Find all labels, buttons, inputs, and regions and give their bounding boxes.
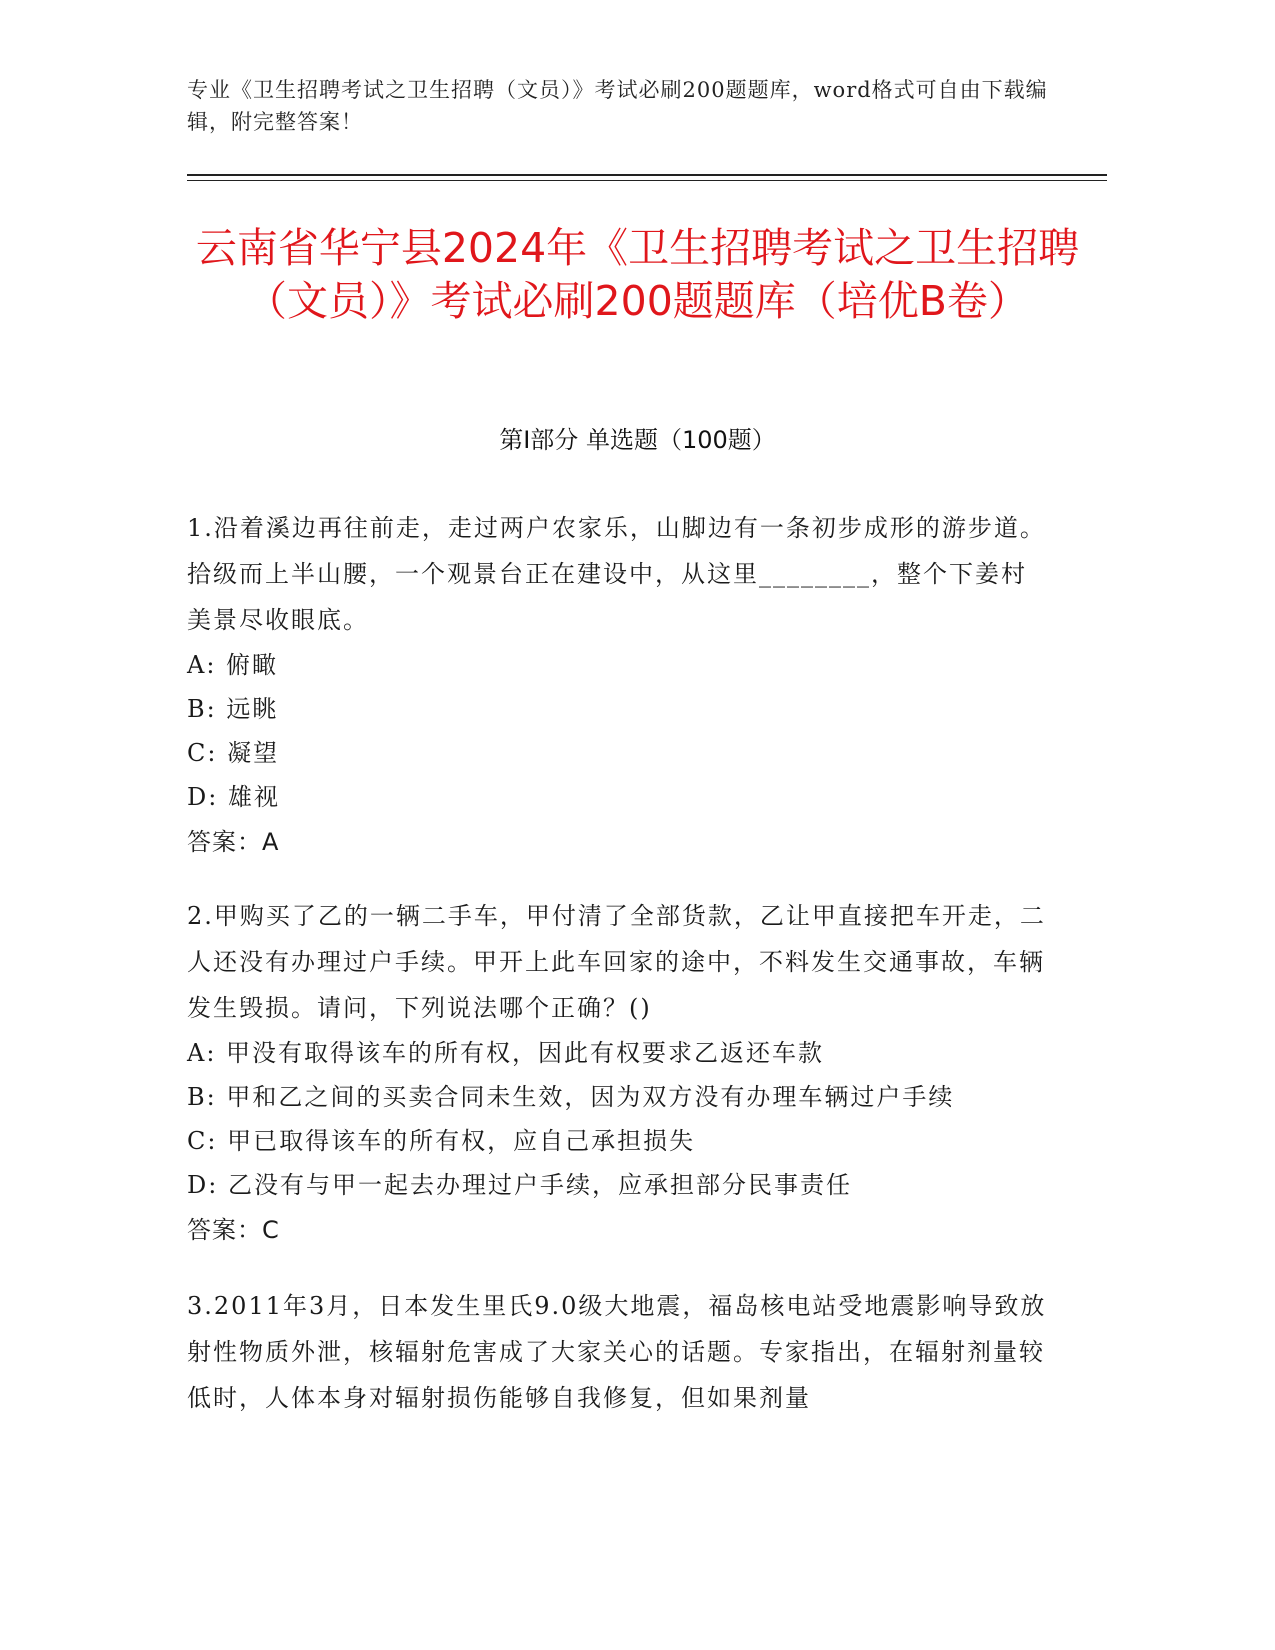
header-divider-thin bbox=[187, 180, 1107, 181]
question-stem: 2.甲购买了乙的一辆二手车，甲付清了全部货款，乙让甲直接把车开走，二人还没有办理过户手续。甲开上此车回家的途中，不料发生交通事故，车辆发生毁损。请问，下列说法哪个正确？() bbox=[187, 902, 1046, 1022]
option-d: D: 乙没有与甲一起去办理过户手续，应承担部分民事责任 bbox=[187, 1171, 852, 1199]
option-b: B: 远眺 bbox=[187, 695, 279, 723]
answer: 答案：C bbox=[187, 1216, 280, 1244]
option-d: D: 雄视 bbox=[187, 783, 280, 811]
option-a: A: 甲没有取得该车的所有权，因此有权要求乙返还车款 bbox=[187, 1039, 825, 1067]
question-2 bbox=[187, 893, 1047, 1253]
document-title: 云南省华宁县2024年《卫生招聘考试之卫生招聘（文员）》考试必刷200题题库（培优B卷） bbox=[195, 224, 1080, 325]
header-divider-thick bbox=[187, 174, 1107, 176]
header-note: 专业《卫生招聘考试之卫生招聘（文员）》考试必刷200题题库，word格式可自由下载编辑，附完整答案！ bbox=[187, 78, 1048, 134]
section-title: 第Ⅰ部分 单选题（100题） bbox=[499, 426, 776, 454]
question-3 bbox=[187, 1283, 1047, 1421]
option-c: C: 凝望 bbox=[187, 739, 280, 767]
question-1 bbox=[187, 505, 1047, 865]
option-c: C: 甲已取得该车的所有权，应自己承担损失 bbox=[187, 1127, 696, 1155]
option-a: A: 俯瞰 bbox=[187, 651, 279, 679]
answer: 答案：A bbox=[187, 828, 280, 856]
question-stem: 3.2011年3月，日本发生里氏9.0级大地震，福岛核电站受地震影响导致放射性物质外泄，核辐射危害成了大家关心的话题。专家指出，在辐射剂量较低时，人体本身对辐射损伤能够自我修复，但如果剂量 bbox=[187, 1292, 1047, 1412]
option-b: B: 甲和乙之间的买卖合同未生效，因为双方没有办理车辆过户手续 bbox=[187, 1083, 955, 1111]
question-stem: 1.沿着溪边再往前走，走过两户农家乐，山脚边有一条初步成形的游步道。拾级而上半山腰，一个观景台正在建设中，从这里________，整个下姜村美景尽收眼底。 bbox=[187, 514, 1046, 634]
